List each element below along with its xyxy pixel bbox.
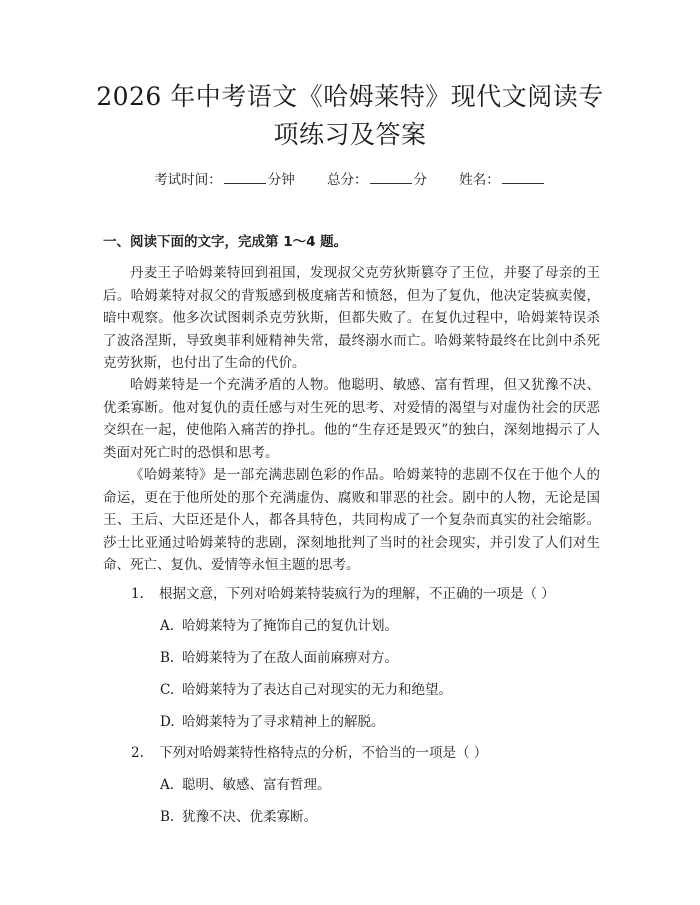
question-1 [131,582,555,602]
title-line-1: 2026 年中考语文《哈姆莱特》现代文阅读专 [96,82,604,111]
option-text: 哈姆莱特为了表达自己对现实的无力和绝望。 [182,682,452,698]
name-blank[interactable] [502,171,544,184]
option-text: 哈姆莱特为了寻求精神上的解脱。 [182,714,385,730]
question-1-option-b[interactable] [160,646,398,666]
option-letter: C. [160,682,175,698]
student-name [459,172,546,188]
option-text: 犹豫不决、优柔寡断。 [182,809,317,825]
name-label: 姓名： [459,172,500,188]
question-2 [131,741,487,761]
option-letter: A. [160,777,175,793]
option-letter: D. [160,714,175,730]
question-text: 下列对哈姆莱特性格特点的分析，不恰当的一项是（ ） [159,745,488,761]
exam-time [154,172,299,188]
question-1-option-a[interactable] [160,614,398,634]
question-1-option-d[interactable] [160,710,385,730]
option-text: 哈姆莱特为了在敌人面前麻痹对方。 [182,650,398,666]
exam-score [327,172,431,188]
question-number: 2. [131,745,144,761]
time-label: 考试时间： [154,172,222,188]
time-unit: 分钟 [267,172,295,188]
question-1-option-c[interactable] [160,678,452,698]
option-letter: B. [160,650,175,666]
time-blank[interactable] [224,171,266,184]
question-text: 根据文意，下列对哈姆莱特装疯行为的理解，不正确的一项是（ ） [159,586,555,602]
document-title [60,78,640,154]
passage-paragraph-1: 丹麦王子哈姆莱特回到祖国，发现叔父克劳狄斯篡夺了王位，并娶了母亲的王后。哈姆莱特对叔父的背叛感到极度痛苦和愤怒，但为了复仇，他决定装疯卖傻，暗中观察。他多次试图刺杀克劳狄斯，但都失败了。在复仇过程中，哈姆莱特误杀了波洛涅斯，导致奥菲利娅精神失常，最终溺水而亡。哈姆莱特最终在比剑中杀死克劳狄斯，也付出了生命的代价。 [103,265,600,371]
passage-paragraph-2: 哈姆莱特是一个充满矛盾的人物。他聪明、敏感、富有哲理，但又犹豫不决、优柔寡断。他对复仇的责任感与对生死的思考、对爱情的渴望与对虚伪社会的厌恶交织在一起，使他陷入痛苦的挣扎。他的“生存还是毁灭”的独白，深刻地揭示了人类面对死亡时的恐惧和思考。 [103,377,600,461]
title-line-2: 项练习及答案 [273,120,427,149]
option-text: 聪明、敏感、富有哲理。 [182,777,331,793]
exam-meta [0,168,700,188]
question-number: 1. [131,586,144,602]
option-text: 哈姆莱特为了掩饰自己的复仇计划。 [182,618,398,634]
score-label: 总分： [327,172,368,188]
section-heading: 一、阅读下面的文字，完成第 1～4 题。 [103,234,348,250]
score-blank[interactable] [370,171,412,184]
question-2-option-a[interactable] [160,773,331,793]
option-letter: B. [160,809,175,825]
option-letter: A. [160,618,175,634]
question-2-option-b[interactable] [160,805,317,825]
passage-paragraph-3: 《哈姆莱特》是一部充满悲剧色彩的作品。哈姆莱特的悲剧不仅在于他个人的命运，更在于他所处的那个充满虚伪、腐败和罪恶的社会。剧中的人物，无论是国王、王后、大臣还是仆人，都各具特色，共同构成了一个复杂而真实的社会缩影。莎士比亚通过哈姆莱特的悲剧，深刻地批判了当时的社会现实，并引发了人们对生命、死亡、复仇、爱情等永恒主题的思考。 [103,467,600,573]
score-unit: 分 [413,172,427,188]
